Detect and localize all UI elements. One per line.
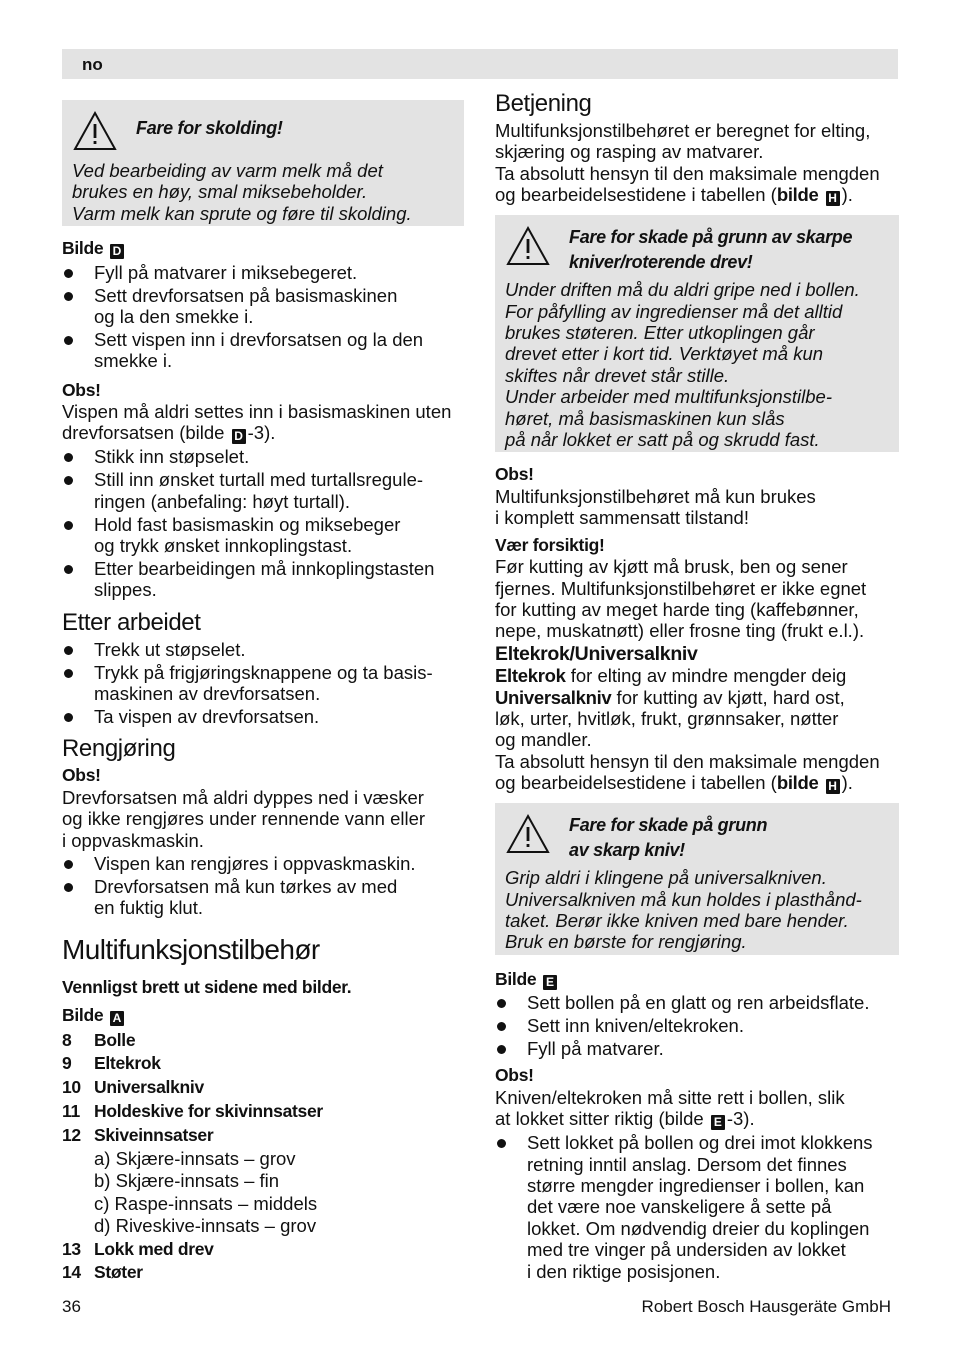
body-text: Multifunksjonstilbehøret er beregnet for elting, xyxy=(495,120,871,141)
warning-title-line: kniver/roterende drev! xyxy=(569,252,753,273)
part-number: 10 xyxy=(62,1077,81,1098)
figure-ref-e xyxy=(495,969,899,990)
bullet-icon xyxy=(64,453,73,462)
etter-list xyxy=(62,639,464,728)
subpart-item: b) Skjære-innsats – fin xyxy=(94,1170,280,1192)
section-title-etter: Etter arbeidet xyxy=(62,608,201,636)
list-item-text: Ta vispen av drevforsatsen. xyxy=(94,706,320,728)
body-text: Multifunksjonstilbehøret må kun brukes xyxy=(495,485,816,507)
part-row xyxy=(62,1029,464,1053)
list-item-text: Fyll på matvarer. xyxy=(527,1038,664,1059)
bullet-icon xyxy=(64,521,73,530)
figure-badge: E xyxy=(543,975,557,990)
part-row xyxy=(62,1124,464,1148)
obs-heading: Obs! xyxy=(62,765,101,786)
steps-list-2 xyxy=(62,446,464,600)
list-item xyxy=(62,876,464,919)
list-item xyxy=(495,992,899,1013)
text: drevforsatsen (bilde xyxy=(62,422,230,444)
text: at lokket sitter riktig (bilde xyxy=(495,1108,709,1130)
text: -3). xyxy=(247,422,276,444)
warning-title: Fare for skolding! xyxy=(136,118,283,138)
warning-line: brukes støteren. Etter utkoplingen går xyxy=(505,322,815,344)
obs-text: Vispen må aldri settes inn i basismaskinen uten xyxy=(62,401,452,423)
warning-line: Ved bearbeiding av varm melk må det xyxy=(72,160,383,181)
rengjoring-list xyxy=(62,853,464,919)
list-item xyxy=(62,285,464,328)
bullet-icon xyxy=(497,1045,506,1054)
part-row xyxy=(62,1261,464,1285)
part-number: 13 xyxy=(62,1238,81,1259)
figure-badge: H xyxy=(826,779,840,794)
warning-triangle-icon xyxy=(505,225,551,267)
warning-line: Universalkniven må kun holdes i plasthånd- xyxy=(505,888,862,910)
subpart-item: d) Riveskive-innsats – grov xyxy=(94,1215,317,1237)
list-item xyxy=(495,1015,899,1036)
term: Universalkniv xyxy=(495,686,612,708)
page-number: 36 xyxy=(62,1297,81,1316)
list-item xyxy=(62,514,464,557)
figure-ref-d xyxy=(62,238,464,259)
body-text: nepe, muskatnøtt) eller frosne ting (frukt e.l.). xyxy=(495,620,865,642)
body-text: i komplett sammensatt tilstand! xyxy=(495,507,749,529)
steps-list-4 xyxy=(495,1132,899,1282)
body-text: i oppvaskmaskin. xyxy=(62,829,204,851)
part-name: Støter xyxy=(94,1262,143,1283)
warning-line: taket. Berør ikke kniven med bare hender. xyxy=(505,909,849,931)
list-item-text: Drevforsatsen må kun tørkes av med en fuktig klut. xyxy=(94,875,398,919)
figure-label: bilde xyxy=(776,772,819,794)
warning-title xyxy=(569,225,852,275)
bullet-icon xyxy=(64,476,73,485)
warning-title xyxy=(569,813,767,863)
list-item xyxy=(62,329,464,372)
warning-line: Under arbeider med multifunksjonstilbe- xyxy=(505,386,832,408)
warning-line: Grip aldri i klingene på universalkniven. xyxy=(505,867,827,889)
language-code: no xyxy=(82,55,103,74)
scald-warning-box xyxy=(62,100,464,226)
figure-ref-a xyxy=(62,1005,464,1026)
body-text: løk, urter, hvitløk, frukt, grønnsaker, nøtter xyxy=(495,707,839,729)
list-item xyxy=(62,558,464,601)
text: ). xyxy=(841,772,853,794)
warning-title-line: Fare for skade på grunn av skarpe xyxy=(569,227,853,248)
warning-line: Under driften må du aldri gripe ned i bollen. xyxy=(505,279,860,301)
list-item xyxy=(62,662,464,705)
list-item-text: Still inn ønsket turtall med turtallsregule- ringen (anbefaling: høyt turtall). xyxy=(94,469,424,512)
list-item-text: Trykk på frigjøringsknappene og ta basis- maskinen av drevforsatsen. xyxy=(94,661,433,705)
parts-list xyxy=(62,1029,464,1286)
figure-badge: D xyxy=(110,244,124,259)
blade-warning-box xyxy=(495,215,899,452)
list-item-text: Sett lokket på bollen og drei imot klokkens retning inntil anslag. Dersom det finnes større mengder ingredienser i bollen, kan det være noe vanskeligere å sette på lokket. Om nødvendig dreier du koplingen med tre vinger på undersiden av lokket i den riktige posisjonen. xyxy=(527,1132,873,1282)
part-number: 8 xyxy=(62,1029,72,1050)
left-column xyxy=(62,96,464,1285)
fold-instruction: Vennligst brett ut sidene med bilder. xyxy=(62,976,352,997)
bullet-icon xyxy=(64,336,73,345)
figure-badge: A xyxy=(110,1011,124,1026)
body-text xyxy=(495,184,899,206)
section-title-rengjoring: Rengjøring xyxy=(62,735,176,763)
list-item xyxy=(495,1132,899,1282)
body-text: og ikke rengjøres under rennende vann eller xyxy=(62,808,426,830)
body-text: Før kutting av kjøtt må brusk, ben og sener xyxy=(495,556,848,578)
list-item xyxy=(62,262,464,283)
body-text xyxy=(495,665,899,686)
list-item xyxy=(495,1038,899,1059)
obs-heading: Obs! xyxy=(62,379,101,400)
warning-line: høret, må basismaskinen kun slås xyxy=(505,407,785,429)
section-title-multi: Multifunksjonstilbehør xyxy=(62,933,320,965)
bullet-icon xyxy=(64,713,73,722)
warning-triangle-icon xyxy=(505,813,551,855)
warning-title-line: Fare for skade på grunn xyxy=(569,815,768,836)
list-item-text: Vispen kan rengjøres i oppvaskmaskin. xyxy=(94,853,416,875)
subpart-item: c) Raspe-innsats – middels xyxy=(94,1192,318,1214)
list-item xyxy=(62,639,464,660)
warning-triangle-icon xyxy=(72,110,118,152)
obs-heading: Obs! xyxy=(495,1065,534,1086)
part-number: 9 xyxy=(62,1053,72,1074)
part-row xyxy=(62,1238,464,1262)
text: og bearbeidelsestidene i tabellen ( xyxy=(495,772,777,794)
steps-list-1 xyxy=(62,262,464,372)
warning-line: på når lokket er satt på og skrudd fast. xyxy=(505,429,820,451)
subpart-item: a) Skjære-innsats – grov xyxy=(94,1147,296,1169)
figure-label: Bilde xyxy=(62,1005,104,1026)
figure-label: Bilde xyxy=(62,238,104,259)
body-text xyxy=(495,1108,899,1130)
body-text: og mandler. xyxy=(495,729,592,751)
body-text: Ta absolutt hensyn til den maksimale mengden xyxy=(495,750,880,772)
part-number: 11 xyxy=(62,1100,80,1121)
knife-warning-box xyxy=(495,803,899,955)
obs-text xyxy=(62,422,464,444)
bullet-icon xyxy=(64,292,73,301)
bullet-icon xyxy=(497,1022,506,1031)
right-column xyxy=(495,90,899,1284)
part-name: Universalkniv xyxy=(94,1077,204,1098)
body-text: skjæring og rasping av matvarer. xyxy=(495,141,764,163)
obs-heading: Obs! xyxy=(495,464,534,485)
text: og bearbeidelsestidene i tabellen ( xyxy=(495,184,777,206)
list-item xyxy=(62,706,464,727)
list-item-text: Etter bearbeidingen må innkoplingstasten slippes. xyxy=(94,558,435,601)
part-row xyxy=(62,1100,464,1124)
text: for kutting av kjøtt, hard ost, xyxy=(611,686,845,708)
warning-line: brukes en høy, smal miksebeholder. xyxy=(72,181,368,203)
text: -3). xyxy=(726,1108,755,1130)
figure-badge: H xyxy=(826,191,840,206)
list-item-text: Fyll på matvarer i miksebegeret. xyxy=(94,261,358,283)
figure-label: Bilde xyxy=(495,968,537,989)
warning-body xyxy=(505,867,889,953)
text: ). xyxy=(841,184,853,206)
part-name: Eltekrok xyxy=(94,1053,161,1074)
term: Eltekrok xyxy=(495,665,566,687)
bullet-icon xyxy=(64,883,73,892)
list-item-text: Hold fast basismaskin og miksebeger og trykk ønsket innkoplingstast. xyxy=(94,513,401,557)
bullet-icon xyxy=(64,669,73,678)
figure-badge: E xyxy=(711,1115,725,1130)
part-number: 12 xyxy=(62,1124,81,1145)
body-text: Ta absolutt hensyn til den maksimale mengden xyxy=(495,162,880,184)
section-title-betjening: Betjening xyxy=(495,90,592,117)
language-bar xyxy=(62,49,898,79)
bullet-icon xyxy=(497,999,506,1008)
warning-title-line: av skarp kniv! xyxy=(569,840,685,861)
eltekrok-heading: Eltekrok/Universalkniv xyxy=(495,642,698,665)
part-number: 14 xyxy=(62,1262,81,1283)
body-text xyxy=(495,687,899,708)
list-item-text: Sett bollen på en glatt og ren arbeidsflate. xyxy=(527,992,870,1014)
warning-line: For påfylling av ingredienser må det alltid xyxy=(505,300,843,322)
list-item-text: Sett vispen inn i drevforsatsen og la den smekke i. xyxy=(94,328,424,372)
list-item xyxy=(62,469,464,512)
steps-list-3 xyxy=(495,992,899,1059)
bullet-icon xyxy=(64,269,73,278)
figure-badge: D xyxy=(232,429,246,444)
part-name: Skiveinnsatser xyxy=(94,1124,214,1145)
figure-label: bilde xyxy=(776,184,819,206)
warning-line: Bruk en børste for rengjøring. xyxy=(505,931,747,953)
list-item xyxy=(62,446,464,467)
body-text: Drevforsatsen må aldri dyppes ned i væsker xyxy=(62,786,424,808)
part-name: Holdeskive for skivinnsatser xyxy=(94,1100,323,1121)
body-text: for kutting av meget harde ting (kaffebønner, xyxy=(495,598,859,620)
bullet-icon xyxy=(64,646,73,655)
warning-line: Varm melk kan sprute og føre til skolding. xyxy=(72,202,412,224)
part-name: Bolle xyxy=(94,1029,136,1050)
list-item-text: Sett drevforsatsen på basismaskinen og la den smekke i. xyxy=(94,284,398,327)
caution-heading: Vær forsiktig! xyxy=(495,534,605,555)
part-name: Lokk med drev xyxy=(94,1238,214,1259)
bullet-icon xyxy=(64,860,73,869)
list-item-text: Sett inn kniven/eltekroken. xyxy=(527,1015,744,1037)
list-item-text: Stikk inn støpselet. xyxy=(94,446,250,468)
list-item xyxy=(62,853,464,874)
part-row xyxy=(62,1076,464,1100)
footer-company: Robert Bosch Hausgeräte GmbH xyxy=(641,1297,891,1316)
body-text xyxy=(495,772,899,794)
part-row xyxy=(62,1052,464,1076)
body-text: fjernes. Multifunksjonstilbehøret er ikke egnet xyxy=(495,577,867,599)
list-item-text: Trekk ut støpselet. xyxy=(94,638,246,660)
warning-line: drevet etter i kort tid. Verktøyet må kun xyxy=(505,343,824,365)
bullet-icon xyxy=(497,1139,506,1148)
bullet-icon xyxy=(64,565,73,574)
warning-body xyxy=(72,160,454,224)
warning-body xyxy=(505,279,889,450)
warning-line: skiftes når drevet står stille. xyxy=(505,364,730,386)
body-text: Kniven/eltekroken må sitte rett i bollen, slik xyxy=(495,1086,845,1108)
text: for elting av mindre mengder deig xyxy=(565,665,847,687)
